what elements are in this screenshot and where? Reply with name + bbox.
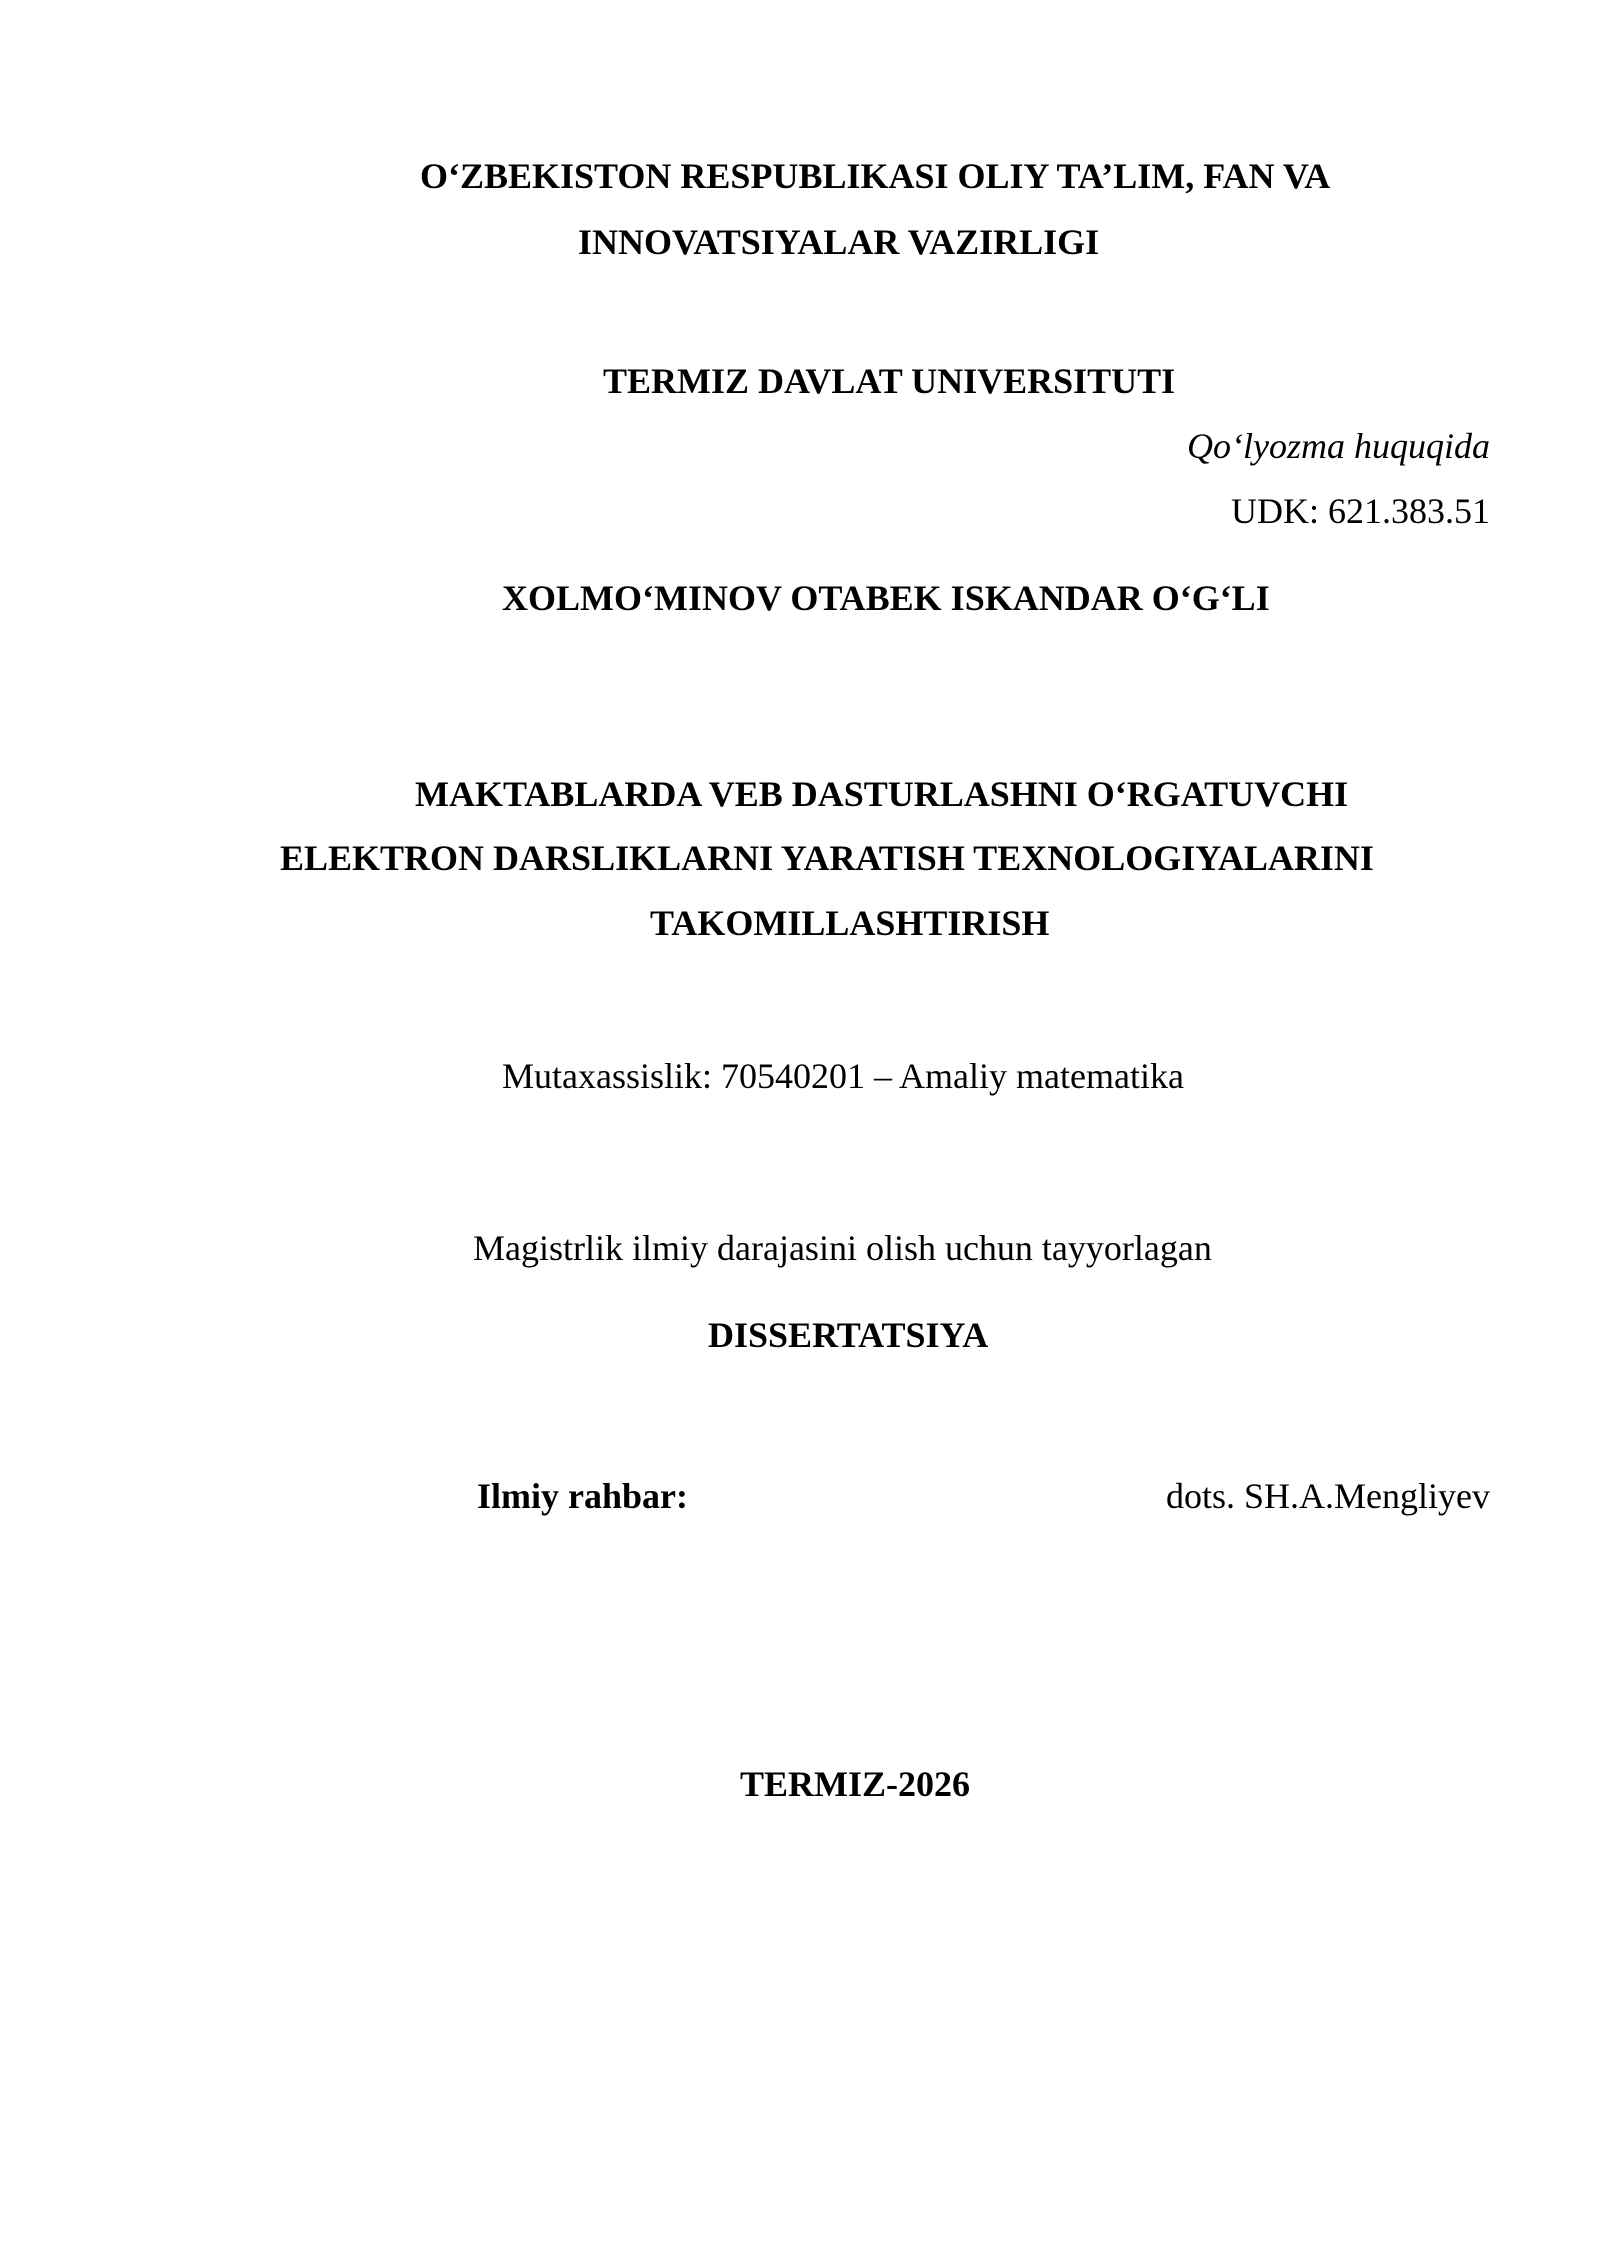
university-name: TERMIZ DAVLAT UNIVERSITUTI [603,361,1176,401]
city-year: TERMIZ-2026 [740,1764,971,1804]
document-type: DISSERTATSIYA [708,1315,989,1355]
specialty: Mutaxassislik: 70540201 – Amaliy matematika [502,1056,1184,1096]
udk-code: UDK: 621.383.51 [1231,491,1490,531]
thesis-title-line-1: MAKTABLARDA VEB DASTURLASHNI O‘RGATUVCHI [415,774,1349,814]
manuscript-note: Qo‘lyozma huquqida [1187,426,1490,466]
ministry-line-1: O‘ZBEKISTON RESPUBLIKASI OLIY TA’LIM, FAN VA [420,156,1331,196]
supervisor-name: dots. SH.A.Mengliyev [1166,1476,1490,1516]
degree-purpose: Magistrlik ilmiy darajasini olish uchun tayyorlagan [473,1228,1212,1268]
ministry-line-2: INNOVATSIYALAR VAZIRLIGI [578,222,1100,262]
supervisor-label: Ilmiy rahbar: [477,1476,688,1516]
thesis-title-line-2: ELEKTRON DARSLIKLARNI YARATISH TEXNOLOGIYALARINI [280,838,1374,878]
thesis-title-line-3: TAKOMILLASHTIRISH [650,903,1050,943]
author-name: XOLMO‘MINOV OTABEK ISKANDAR O‘G‘LI [502,578,1270,618]
